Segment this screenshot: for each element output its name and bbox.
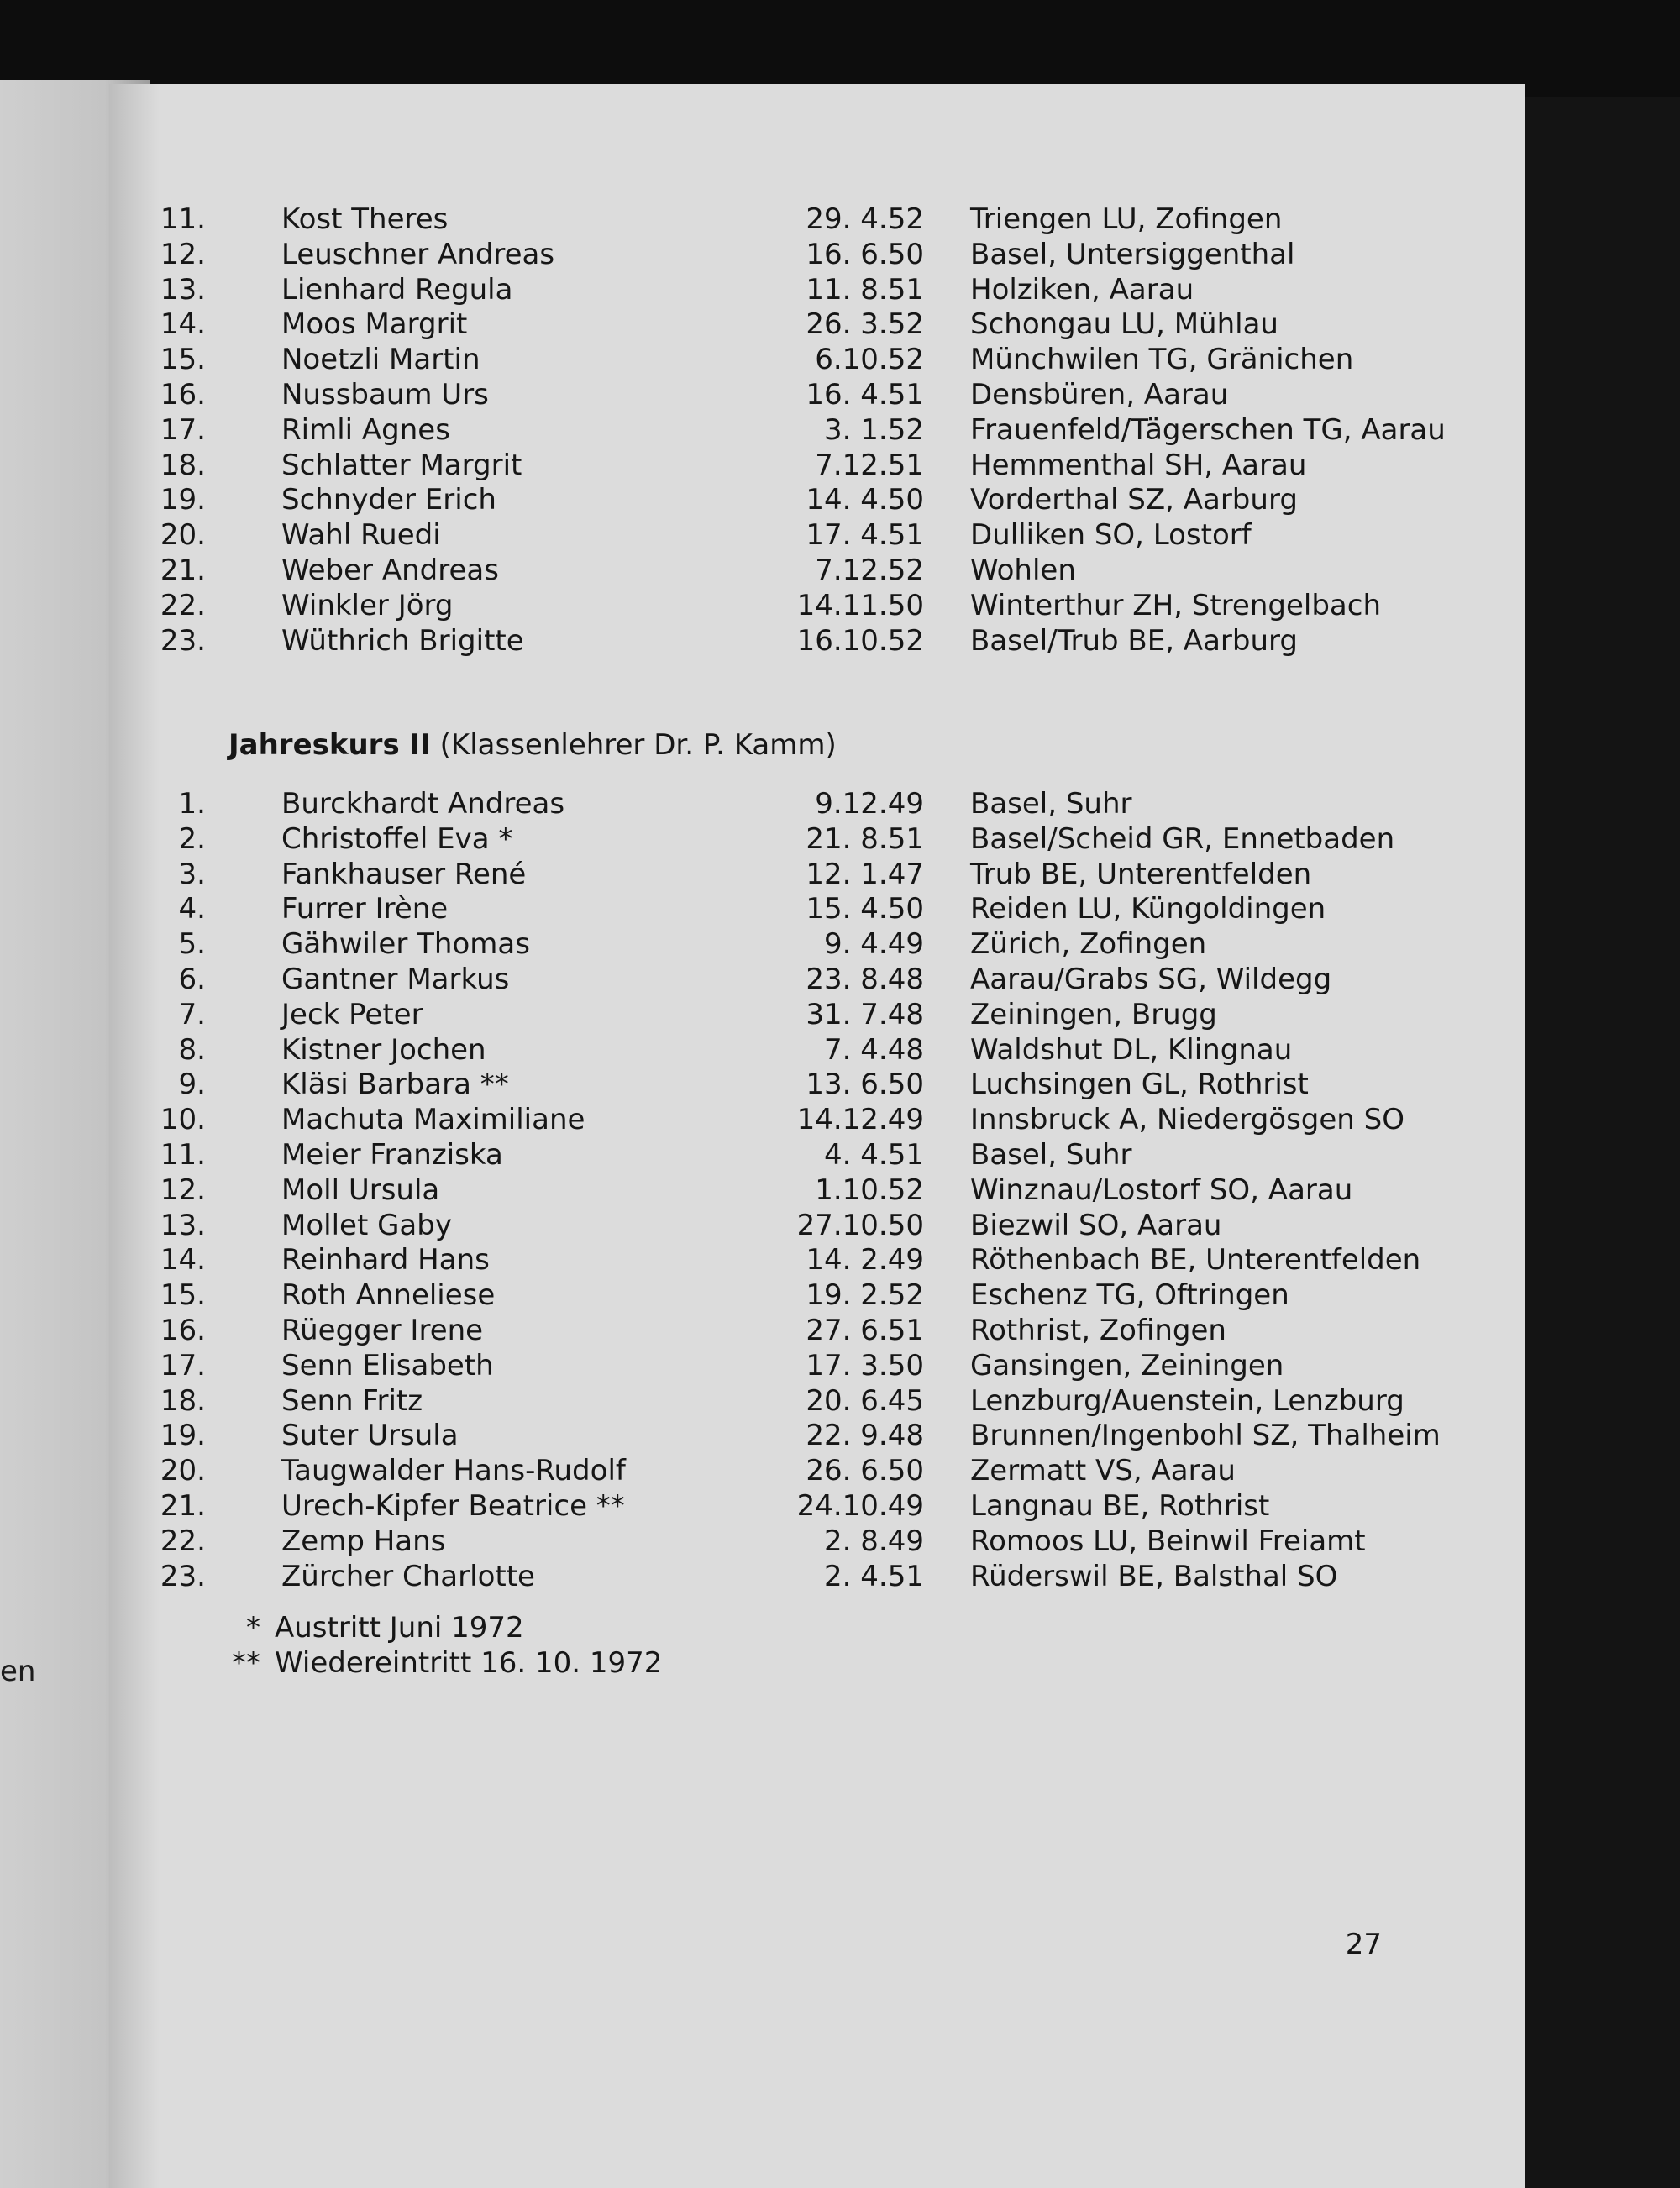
student-name: Meier Franziska [281,1137,503,1172]
entry-number: 11. [160,1137,206,1172]
student-entry [109,589,1525,624]
birth-date: 21. 8.51 [806,821,924,856]
page-content [109,84,1525,2188]
birth-date: 1.10.52 [815,1173,924,1207]
entry-number: 4. [178,892,206,926]
entry-number: 17. [160,412,206,447]
birth-date: 13. 6.50 [806,1068,924,1102]
student-name: Roth Anneliese [281,1278,496,1313]
entry-number: 1. [178,787,206,821]
student-entry [109,822,1525,858]
entry-number: 19. [160,483,206,517]
student-entry [109,449,1525,484]
student-entry [109,1419,1525,1454]
origin-residence: Zermatt VS, Aarau [970,1454,1236,1488]
student-name: Gantner Markus [281,962,510,996]
birth-date: 20. 6.45 [806,1383,924,1418]
student-name: Senn Elisabeth [281,1348,494,1383]
student-entry [109,1243,1525,1278]
origin-residence: Gansingen, Zeiningen [970,1348,1284,1383]
student-name: Reinhard Hans [281,1243,490,1278]
student-name: Zemp Hans [281,1524,446,1558]
birth-date: 9. 4.49 [824,927,924,962]
student-name: Jeck Peter [281,997,423,1031]
student-entry [109,273,1525,308]
origin-residence: Wohlen [970,553,1076,587]
entry-number: 15. [160,1278,206,1313]
student-name: Zürcher Charlotte [281,1559,535,1593]
birth-date: 7. 4.48 [824,1032,924,1067]
student-entry [109,927,1525,963]
origin-residence: Basel/Trub BE, Aarburg [970,623,1298,658]
birth-date: 14.12.49 [796,1103,924,1137]
entry-number: 16. [160,1313,206,1347]
birth-date: 14. 4.50 [806,483,924,517]
student-entry [109,343,1525,378]
student-entry [109,378,1525,413]
student-entry [109,1489,1525,1524]
entry-number: 18. [160,1383,206,1418]
footnote-text: Austritt Juni 1972 [275,1611,524,1645]
birth-date: 16. 4.51 [806,377,924,412]
footnote-text: Wiedereintritt 16. 10. 1972 [275,1646,663,1680]
left-page-text-fragment: en [0,1655,36,1688]
entry-number: 14. [160,307,206,342]
origin-residence: Eschenz TG, Oftringen [970,1278,1289,1313]
origin-residence: Biezwil SO, Aarau [970,1208,1222,1242]
entry-number: 21. [160,553,206,587]
student-name: Senn Fritz [281,1383,423,1418]
origin-residence: Vorderthal SZ, Aarburg [970,483,1298,517]
student-name: Wahl Ruedi [281,518,441,553]
entry-number: 8. [178,1032,206,1067]
student-entry [109,858,1525,893]
entry-number: 20. [160,518,206,553]
student-name: Burckhardt Andreas [281,787,565,821]
entry-number: 23. [160,623,206,658]
student-entry [109,307,1525,343]
student-entry [109,1384,1525,1419]
entry-number: 2. [178,821,206,856]
entry-number: 7. [178,997,206,1031]
origin-residence: Basel/Scheid GR, Ennetbaden [970,821,1395,856]
scan-background [0,0,1680,97]
origin-residence: Rüderswil BE, Balsthal SO [970,1559,1338,1593]
entry-number: 13. [160,272,206,307]
student-name: Rüegger Irene [281,1313,484,1347]
document-page [109,84,1525,2188]
birth-date: 6.10.52 [815,343,924,377]
origin-residence: Winterthur ZH, Strengelbach [970,588,1381,622]
birth-date: 29. 4.52 [806,202,924,236]
birth-date: 9.12.49 [815,787,924,821]
student-entry [109,1173,1525,1209]
student-name: Winkler Jörg [281,588,454,622]
student-entry [109,1454,1525,1489]
student-entry [109,1103,1525,1138]
student-list-continued [109,202,1525,658]
student-name: Schnyder Erich [281,483,496,517]
origin-residence: Densbüren, Aarau [970,377,1229,412]
student-name: Moos Margrit [281,307,468,342]
origin-residence: Röthenbach BE, Unterentfelden [970,1243,1421,1278]
entry-number: 22. [160,1524,206,1558]
entry-number: 12. [160,1173,206,1207]
student-name: Kistner Jochen [281,1032,486,1067]
student-entry [109,1314,1525,1349]
origin-residence: Basel, Suhr [970,787,1132,821]
section-teacher: (Klassenlehrer Dr. P. Kamm) [430,728,837,762]
student-entry [109,202,1525,238]
student-name: Rimli Agnes [281,412,450,447]
entry-number: 23. [160,1559,206,1593]
birth-date: 2. 4.51 [824,1559,924,1593]
entry-number: 16. [160,377,206,412]
birth-date: 31. 7.48 [806,997,924,1031]
student-entry [109,787,1525,822]
birth-date: 19. 2.52 [806,1278,924,1313]
student-entry [109,1524,1525,1560]
birth-date: 3. 1.52 [824,412,924,447]
origin-residence: Münchwilen TG, Gränichen [970,343,1354,377]
page-number: 27 [1345,1928,1382,1961]
origin-residence: Aarau/Grabs SG, Wildegg [970,962,1332,996]
entry-number: 13. [160,1208,206,1242]
student-entry [109,998,1525,1033]
origin-residence: Luchsingen GL, Rothrist [970,1068,1309,1102]
entry-number: 6. [178,962,206,996]
entry-number: 3. [178,857,206,891]
birth-date: 14.11.50 [796,588,924,622]
birth-date: 16. 6.50 [806,237,924,271]
entry-number: 10. [160,1103,206,1137]
section-heading [228,727,837,763]
birth-date: 2. 8.49 [824,1524,924,1558]
entry-number: 15. [160,343,206,377]
entry-number: 14. [160,1243,206,1278]
origin-residence: Holziken, Aarau [970,272,1194,307]
student-name: Mollet Gaby [281,1208,452,1242]
footnote-mark: ** [232,1646,260,1680]
student-name: Moll Ursula [281,1173,440,1207]
student-name: Schlatter Margrit [281,448,522,482]
entry-number: 20. [160,1454,206,1488]
footnotes [109,1610,1525,1681]
origin-residence: Frauenfeld/Tägerschen TG, Aarau [970,412,1446,447]
origin-residence: Lenzburg/Auenstein, Lenzburg [970,1383,1404,1418]
student-name: Gähwiler Thomas [281,927,530,962]
origin-residence: Langnau BE, Rothrist [970,1488,1270,1523]
student-name: Kost Theres [281,202,449,236]
birth-date: 17. 3.50 [806,1348,924,1383]
student-entry [109,1138,1525,1173]
origin-residence: Zürich, Zofingen [970,927,1207,962]
birth-date: 12. 1.47 [806,857,924,891]
student-entry [109,892,1525,927]
entry-number: 21. [160,1488,206,1523]
student-entry [109,554,1525,589]
student-name: Leuschner Andreas [281,237,555,271]
student-name: Urech-Kipfer Beatrice ** [281,1488,625,1523]
student-entry [109,1560,1525,1595]
birth-date: 27.10.50 [796,1208,924,1242]
footnote [109,1610,1525,1645]
student-name: Machuta Maximiliane [281,1103,585,1137]
birth-date: 16.10.52 [796,623,924,658]
birth-date: 24.10.49 [796,1488,924,1523]
entry-number: 12. [160,237,206,271]
student-name: Nussbaum Urs [281,377,489,412]
origin-residence: Schongau LU, Mühlau [970,307,1278,342]
entry-number: 11. [160,202,206,236]
student-name: Fankhauser René [281,857,527,891]
origin-residence: Rothrist, Zofingen [970,1313,1226,1347]
origin-residence: Basel, Suhr [970,1137,1132,1172]
origin-residence: Winznau/Lostorf SO, Aarau [970,1173,1353,1207]
entry-number: 5. [178,927,206,962]
student-entry [109,518,1525,554]
birth-date: 14. 2.49 [806,1243,924,1278]
origin-residence: Zeiningen, Brugg [970,997,1217,1031]
student-list-jahreskurs-2 [109,787,1525,1594]
student-entry [109,1068,1525,1103]
entry-number: 18. [160,448,206,482]
birth-date: 7.12.51 [815,448,924,482]
student-name: Lienhard Regula [281,272,513,307]
birth-date: 23. 8.48 [806,962,924,996]
student-entry [109,963,1525,998]
origin-residence: Waldshut DL, Klingnau [970,1032,1293,1067]
student-entry [109,238,1525,273]
birth-date: 7.12.52 [815,553,924,587]
origin-residence: Brunnen/Ingenbohl SZ, Thalheim [970,1419,1441,1453]
birth-date: 11. 8.51 [806,272,924,307]
entry-number: 17. [160,1348,206,1383]
student-name: Noetzli Martin [281,343,480,377]
origin-residence: Reiden LU, Küngoldingen [970,892,1326,926]
student-entry [109,483,1525,518]
student-name: Suter Ursula [281,1419,459,1453]
student-name: Wüthrich Brigitte [281,623,524,658]
footnote-mark: * [246,1611,260,1645]
student-entry [109,1278,1525,1314]
origin-residence: Triengen LU, Zofingen [970,202,1283,236]
entry-number: 19. [160,1419,206,1453]
entry-number: 9. [178,1068,206,1102]
student-entry [109,413,1525,449]
student-name: Kläsi Barbara ** [281,1068,509,1102]
student-name: Weber Andreas [281,553,499,587]
origin-residence: Basel, Untersiggenthal [970,237,1295,271]
birth-date: 22. 9.48 [806,1419,924,1453]
origin-residence: Hemmenthal SH, Aarau [970,448,1307,482]
student-entry [109,1349,1525,1384]
origin-residence: Innsbruck A, Niedergösgen SO [970,1103,1404,1137]
entry-number: 22. [160,588,206,622]
birth-date: 26. 3.52 [806,307,924,342]
student-entry [109,624,1525,659]
section-title: Jahreskurs II [228,728,431,762]
student-name: Furrer Irène [281,892,449,926]
footnote [109,1645,1525,1681]
student-entry [109,1033,1525,1068]
birth-date: 17. 4.51 [806,518,924,553]
birth-date: 4. 4.51 [824,1137,924,1172]
birth-date: 26. 6.50 [806,1454,924,1488]
birth-date: 15. 4.50 [806,892,924,926]
birth-date: 27. 6.51 [806,1313,924,1347]
student-entry [109,1209,1525,1244]
student-name: Christoffel Eva * [281,821,513,856]
origin-residence: Trub BE, Unterentfelden [970,857,1312,891]
origin-residence: Romoos LU, Beinwil Freiamt [970,1524,1366,1558]
student-name: Taugwalder Hans-Rudolf [281,1454,626,1488]
origin-residence: Dulliken SO, Lostorf [970,518,1252,553]
